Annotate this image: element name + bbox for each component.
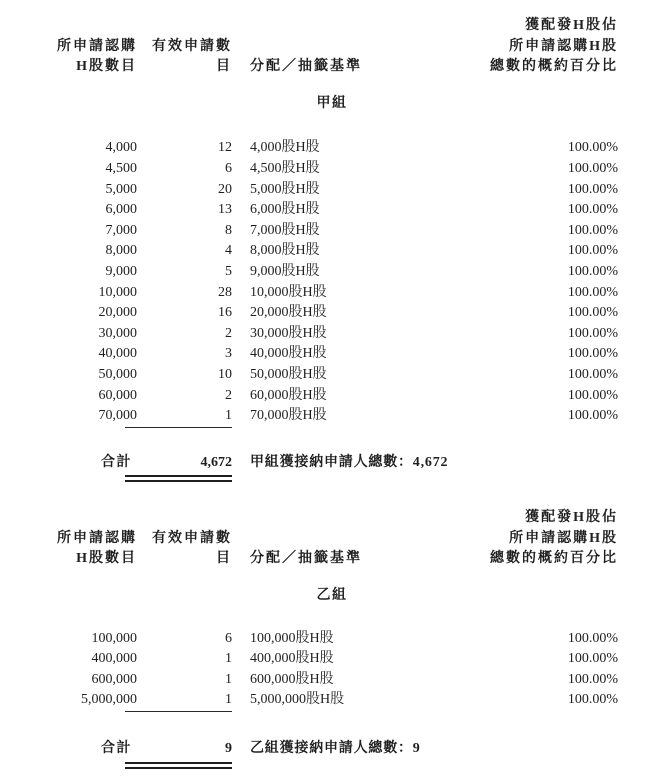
group-a-rows bbox=[46, 138, 618, 426]
percentage-cell: 100.00% bbox=[567, 222, 618, 238]
table-header-a bbox=[46, 16, 618, 78]
valid-applications-cell: 8 bbox=[225, 222, 232, 238]
valid-applications-cell: 16 bbox=[218, 305, 232, 321]
allocation-basis-cell: 9,000股H股 bbox=[250, 263, 320, 279]
shares-applied-cell: 600,000 bbox=[91, 671, 137, 687]
header-shares-applied-line2: H股數目 bbox=[76, 59, 137, 75]
percentage-cell: 100.00% bbox=[567, 243, 618, 259]
section-group-b bbox=[46, 508, 618, 759]
valid-applications-cell: 20 bbox=[218, 181, 232, 197]
allocation-basis-cell: 10,000股H股 bbox=[250, 284, 327, 300]
allocation-basis-cell: 4,000股H股 bbox=[250, 140, 320, 156]
header-percentage bbox=[468, 16, 618, 78]
header-percentage-line2: 所申請認購H股 bbox=[509, 38, 618, 54]
percentage-cell: 100.00% bbox=[567, 305, 618, 321]
header-shares-applied bbox=[46, 37, 137, 78]
table-row bbox=[46, 386, 618, 407]
valid-applications-cell: 1 bbox=[137, 406, 232, 427]
percentage-cell: 100.00% bbox=[567, 671, 618, 687]
valid-applications-cell: 13 bbox=[218, 202, 232, 218]
header-percentage-line1: 獲配發H股佔 bbox=[525, 18, 618, 33]
allocation-basis-cell: 4,500股H股 bbox=[250, 160, 320, 176]
valid-applications-cell: 1 bbox=[225, 671, 232, 687]
valid-applications-cell: 2 bbox=[225, 325, 232, 341]
shares-applied-cell: 6,000 bbox=[105, 202, 137, 218]
table-row bbox=[46, 629, 618, 650]
total-note: 甲組獲接納申請人總數：4,672 bbox=[250, 454, 449, 470]
shares-applied-cell: 40,000 bbox=[98, 346, 137, 362]
table-row bbox=[46, 200, 618, 221]
shares-applied-cell: 60,000 bbox=[98, 387, 137, 403]
header-percentage-line2: 所申請認購H股 bbox=[509, 530, 618, 546]
valid-applications-cell: 6 bbox=[225, 630, 232, 646]
percentage-cell: 100.00% bbox=[567, 692, 618, 708]
allocation-basis-cell: 60,000股H股 bbox=[250, 387, 327, 403]
valid-applications-cell: 1 bbox=[137, 690, 232, 711]
shares-applied-cell: 10,000 bbox=[98, 284, 137, 300]
shares-applied-cell: 5,000 bbox=[105, 181, 137, 197]
header-shares-applied bbox=[46, 529, 137, 570]
valid-applications-cell: 2 bbox=[225, 387, 232, 403]
percentage-cell: 100.00% bbox=[567, 263, 618, 279]
shares-applied-cell: 50,000 bbox=[98, 366, 137, 382]
header-shares-applied-line1: 所申請認購 bbox=[57, 530, 137, 546]
percentage-cell: 100.00% bbox=[567, 140, 618, 156]
allocation-basis-cell: 8,000股H股 bbox=[250, 243, 320, 259]
allocation-basis-cell: 7,000股H股 bbox=[250, 222, 320, 238]
valid-applications-cell: 1 bbox=[225, 651, 232, 667]
group-b-rows bbox=[46, 629, 618, 711]
allocation-basis-cell: 6,000股H股 bbox=[250, 202, 320, 218]
header-valid-applications: 有效申請數目 bbox=[152, 530, 232, 567]
shares-applied-cell: 70,000 bbox=[98, 408, 137, 424]
valid-applications-cell: 4 bbox=[225, 243, 232, 259]
valid-applications-cell: 28 bbox=[218, 284, 232, 300]
valid-applications-cell: 12 bbox=[218, 140, 232, 156]
percentage-cell: 100.00% bbox=[567, 284, 618, 300]
allocation-basis-cell: 30,000股H股 bbox=[250, 325, 327, 341]
table-row bbox=[46, 138, 618, 159]
header-percentage-line1: 獲配發H股佔 bbox=[525, 510, 618, 526]
group-b-total-row bbox=[46, 739, 618, 760]
table-row bbox=[46, 159, 618, 180]
valid-applications-cell: 3 bbox=[225, 346, 232, 362]
table-row bbox=[46, 303, 618, 324]
header-percentage-line3: 總數的概約百分比 bbox=[490, 551, 618, 567]
shares-applied-cell: 8,000 bbox=[105, 243, 137, 259]
table-row bbox=[46, 324, 618, 345]
allocation-basis-cell: 40,000股H股 bbox=[250, 346, 327, 362]
header-valid-applications: 有效申請數目 bbox=[152, 38, 232, 75]
total-value: 9 bbox=[137, 739, 232, 760]
shares-applied-cell: 100,000 bbox=[91, 630, 137, 646]
allocation-basis-cell: 70,000股H股 bbox=[250, 408, 327, 424]
shares-applied-cell: 30,000 bbox=[98, 325, 137, 341]
total-label: 合計 bbox=[101, 454, 132, 470]
section-group-a bbox=[46, 16, 618, 473]
table-row bbox=[46, 241, 618, 262]
table-row bbox=[46, 344, 618, 365]
table-row bbox=[46, 221, 618, 242]
allocation-basis-cell: 5,000,000股H股 bbox=[250, 692, 345, 708]
percentage-cell: 100.00% bbox=[567, 202, 618, 218]
percentage-cell: 100.00% bbox=[567, 387, 618, 403]
table-row bbox=[46, 649, 618, 670]
allocation-basis-cell: 400,000股H股 bbox=[250, 651, 334, 667]
table-row bbox=[46, 670, 618, 691]
valid-applications-cell: 5 bbox=[225, 263, 232, 279]
percentage-cell: 100.00% bbox=[567, 325, 618, 341]
allocation-basis-cell: 50,000股H股 bbox=[250, 366, 327, 382]
total-value: 4,672 bbox=[137, 453, 232, 474]
table-row bbox=[46, 690, 618, 711]
percentage-cell: 100.00% bbox=[567, 651, 618, 667]
total-note: 乙組獲接納申請人總數：9 bbox=[250, 741, 421, 757]
shares-applied-cell: 4,500 bbox=[105, 160, 137, 176]
percentage-cell: 100.00% bbox=[567, 160, 618, 176]
group-a-label: 甲組 bbox=[316, 95, 348, 111]
header-shares-applied-line2: H股數目 bbox=[76, 551, 137, 567]
percentage-cell: 100.00% bbox=[567, 346, 618, 362]
valid-applications-cell: 6 bbox=[225, 160, 232, 176]
header-percentage bbox=[468, 508, 618, 570]
allocation-basis-cell: 20,000股H股 bbox=[250, 305, 327, 321]
percentage-cell: 100.00% bbox=[567, 181, 618, 197]
table-row bbox=[46, 406, 618, 427]
group-b-label: 乙組 bbox=[316, 588, 348, 604]
table-row bbox=[46, 180, 618, 201]
percentage-cell: 100.00% bbox=[567, 408, 618, 424]
table-header-b bbox=[46, 508, 618, 570]
table-row bbox=[46, 283, 618, 304]
shares-applied-cell: 5,000,000 bbox=[81, 692, 137, 708]
group-a-total-row bbox=[46, 453, 618, 474]
shares-applied-cell: 9,000 bbox=[105, 263, 137, 279]
shares-applied-cell: 7,000 bbox=[105, 222, 137, 238]
percentage-cell: 100.00% bbox=[567, 366, 618, 382]
allocation-basis-cell: 100,000股H股 bbox=[250, 630, 334, 646]
header-allocation-basis: 分配／抽籤基準 bbox=[250, 59, 362, 75]
shares-applied-cell: 20,000 bbox=[98, 305, 137, 321]
header-percentage-line3: 總數的概約百分比 bbox=[490, 59, 618, 75]
header-shares-applied-line1: 所申請認購 bbox=[57, 38, 137, 54]
allocation-basis-cell: 5,000股H股 bbox=[250, 181, 320, 197]
shares-applied-cell: 400,000 bbox=[91, 651, 137, 667]
allocation-basis-cell: 600,000股H股 bbox=[250, 671, 334, 687]
percentage-cell: 100.00% bbox=[567, 630, 618, 646]
total-label: 合計 bbox=[101, 741, 132, 757]
valid-applications-cell: 10 bbox=[218, 366, 232, 382]
header-allocation-basis: 分配／抽籤基準 bbox=[250, 551, 362, 567]
table-row bbox=[46, 262, 618, 283]
shares-applied-cell: 4,000 bbox=[105, 140, 137, 156]
table-row bbox=[46, 365, 618, 386]
